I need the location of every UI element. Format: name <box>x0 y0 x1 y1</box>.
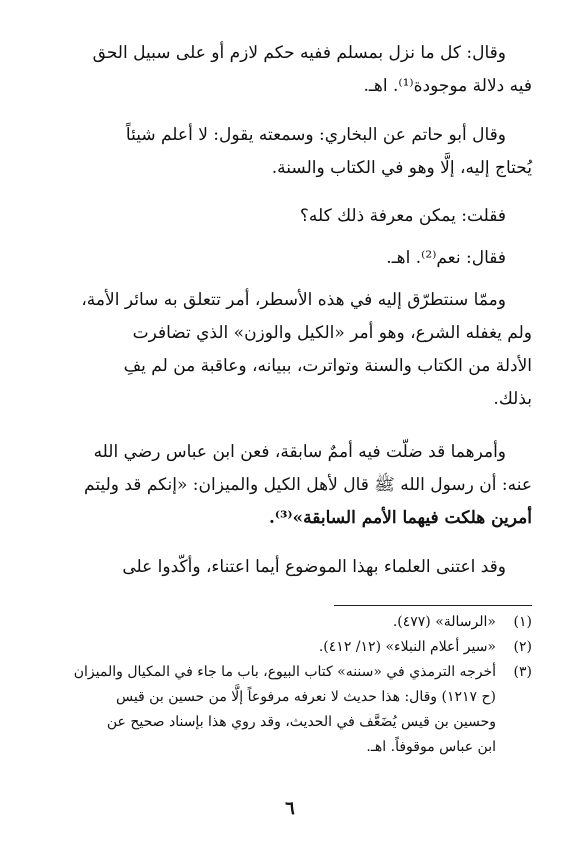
text-line: وممّا سنتطرّق إليه في هذه الأسطر، أمر تتعلق به سائر الأمة، <box>81 290 506 310</box>
footnote-number: (١) <box>513 614 532 630</box>
text-line: يُحتاج إليه، إلَّا وهو في الكتاب والسنة. <box>271 158 532 178</box>
text-line: فيه دلالة موجودة⁽¹⁾. اهـ. <box>363 76 532 96</box>
footnote-text: وحسين بن قيس يُضَعَّف في الحديث، وقد روي هذا بإسناد صحيح عن <box>106 714 496 730</box>
footnotes <box>48 610 532 760</box>
footnote-3 <box>48 660 532 760</box>
footnote-text: «سير أعلام النبلاء» (١٢/ ٤١٢). <box>318 639 496 655</box>
text-line: وقال أبو حاتم عن البخاري: وسمعته يقول: لا أعلم شيئاً <box>125 125 506 145</box>
text-line: الأدلة من الكتاب والسنة وتواترت، ببيانه، وعاقبة من لم يفِ <box>123 356 532 376</box>
text-line: وقال: كل ما نزل بمسلم ففيه حكم لازم أو على سبيل الحق <box>92 43 506 63</box>
text-line: وقد اعتنى العلماء بهذا الموضوع أيما اعتناء، وأكّدوا على <box>122 557 506 577</box>
paragraph-6 <box>48 436 532 535</box>
paragraph-4 <box>48 242 532 275</box>
text-line: فقال: نعم⁽²⁾. اهـ. <box>386 248 506 268</box>
footnote-separator <box>334 605 532 606</box>
page-number: ٦ <box>285 798 295 819</box>
footnote-text: ابن عباس موقوفاً. اهـ. <box>366 739 496 755</box>
footnote-number: (٢) <box>513 639 532 655</box>
text-line: فقلت: يمكن معرفة ذلك كله؟ <box>299 206 506 226</box>
footnote-text: (ح ١٢١٧) وقال: هذا حديث لا نعرفه مرفوعاً إلَّا من حسين بن قيس <box>115 689 496 705</box>
paragraph-3 <box>48 200 532 233</box>
hadith-quote-line: أمرين هلكت فيهما الأمم السابقة»⁽³⁾. <box>269 508 532 528</box>
footnote-2 <box>48 635 532 660</box>
paragraph-2 <box>48 119 532 185</box>
text-line: ولم يغفله الشرع، وهو أمر «الكيل والوزن» الذي تضافرت <box>132 323 532 343</box>
text-line: عنه: أن رسول الله ﷺ قال لأهل الكيل والميزان: «إنكم قد وليتم <box>84 475 532 495</box>
text-line: وأمرهما قد ضلّت فيه أممٌ سابقة، فعن ابن عباس رضي الله <box>93 442 506 462</box>
footnote-number: (٣) <box>513 664 532 680</box>
paragraph-5 <box>48 284 532 416</box>
footnote-text: أخرجه الترمذي في «سننه» كتاب البيوع، باب ما جاء في المكيال والميزان <box>73 664 496 680</box>
paragraph-1 <box>48 37 532 103</box>
footnote-1 <box>48 610 532 635</box>
text-line: بذلك. <box>493 389 532 409</box>
footnote-text: «الرسالة» (٤٧٧). <box>392 614 496 630</box>
paragraph-7 <box>48 551 532 584</box>
